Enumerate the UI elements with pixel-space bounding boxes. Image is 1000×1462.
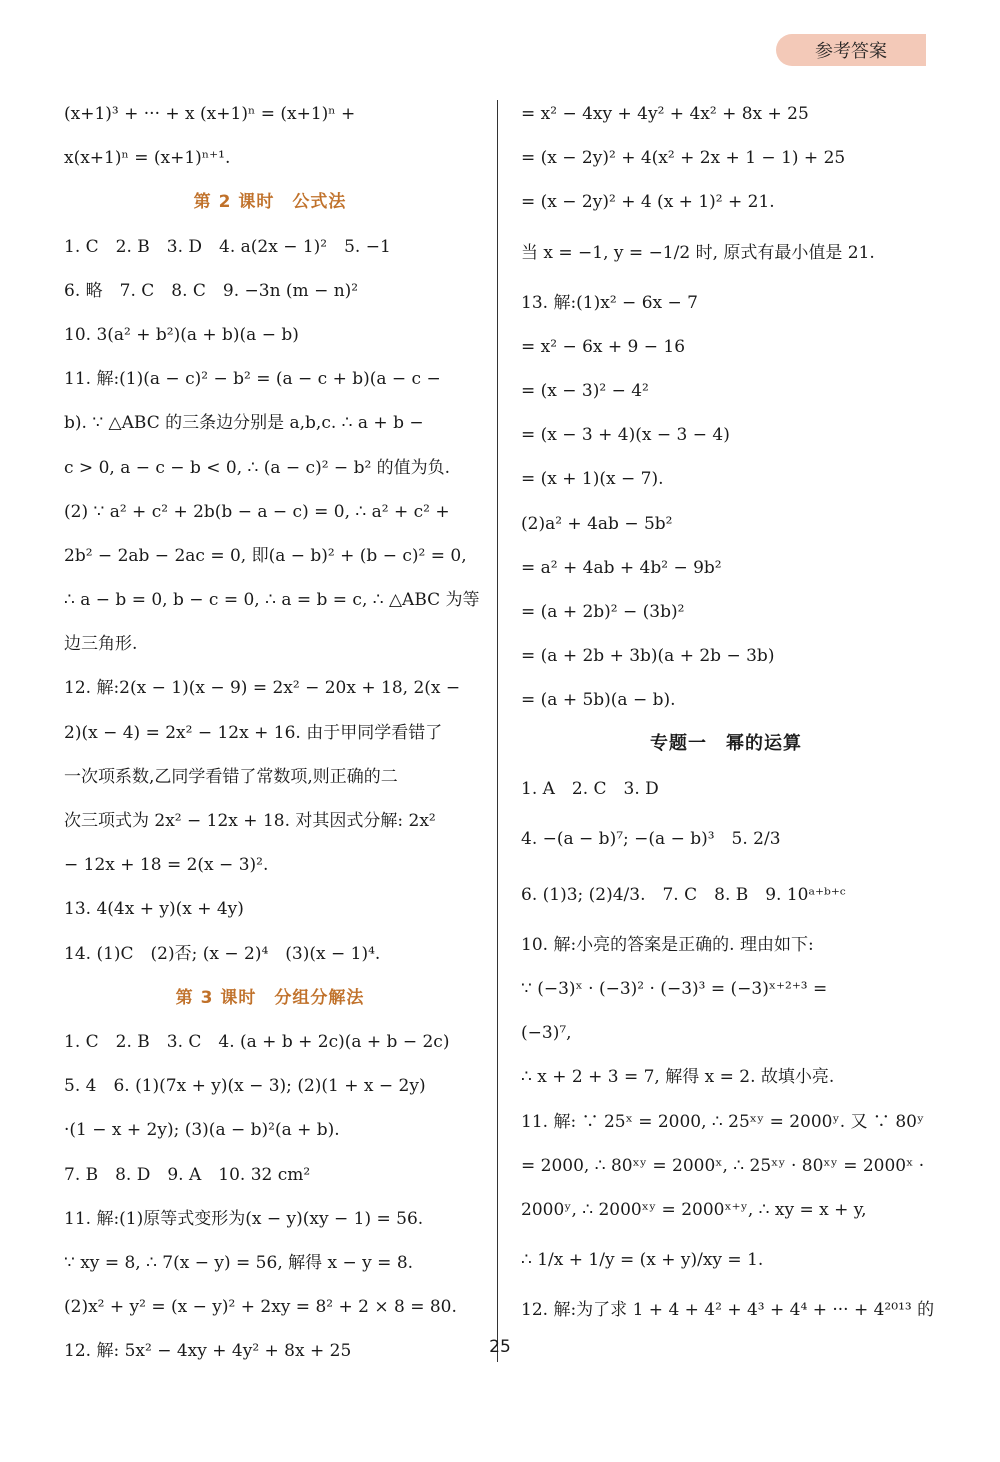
answer-line: = (x − 2y)² + 4 (x + 1)² + 21. — [521, 192, 775, 213]
answer-line: (x+1)³ + ··· + x (x+1)ⁿ = (x+1)ⁿ + — [64, 104, 356, 124]
answer-line: 6. 略 7. C 8. C 9. −3n (m − n)² — [64, 280, 359, 301]
answer-line: 11. 解: ∵ 25ˣ = 2000, ∴ 25ˣʸ = 2000ʸ. 又 ∵ 80ʸ — [521, 1111, 925, 1132]
answer-line: − 12x + 18 = 2(x − 3)². — [64, 855, 269, 876]
answer-line: ∴ 1/x + 1/y = (x + y)/xy = 1. — [521, 1250, 764, 1271]
answer-line: ∴ a − b = 0, b − c = 0, ∴ a = b = c, ∴ △ABC 为等 — [64, 590, 480, 611]
answer-line: 5. 4 6. (1)(7x + y)(x − 3); (2)(1 + x − 2y) — [64, 1076, 426, 1097]
answer-line: 1. C 2. B 3. C 4. (a + b + 2c)(a + b − 2c) — [64, 1031, 450, 1052]
answer-line: = 2000, ∴ 80ˣʸ = 2000ˣ, ∴ 25ˣʸ · 80ˣʸ = 2000ˣ · — [521, 1155, 925, 1176]
answer-line: 12. 解:为了求 1 + 4 + 4² + 4³ + 4⁴ + ··· + 4²⁰¹³ 的 — [521, 1300, 935, 1321]
answer-line: 次三项式为 2x² − 12x + 18. 对其因式分解: 2x² — [64, 811, 436, 831]
answer-line: 13. 解:(1)x² − 6x − 7 — [521, 292, 698, 313]
section-heading: 专题一 幂的运算 — [650, 733, 802, 755]
answer-key-tab: 参考答案 — [776, 34, 926, 66]
answer-line: ∴ x + 2 + 3 = 7, 解得 x = 2. 故填小亮. — [521, 1067, 835, 1088]
section-heading: 第 2 课时 公式法 — [193, 192, 347, 213]
answer-line: 当 x = −1, y = −1/2 时, 原式有最小值是 21. — [521, 242, 875, 263]
answer-line: (2)a² + 4ab − 5b² — [521, 513, 673, 534]
answer-line: 12. 解:2(x − 1)(x − 9) = 2x² − 20x + 18, 2(x − — [64, 678, 461, 699]
answer-line: = (x − 3 + 4)(x − 3 − 4) — [521, 425, 730, 446]
answer-line: 边三角形. — [64, 634, 138, 655]
answer-line: 7. B 8. D 9. A 10. 32 cm² — [64, 1164, 311, 1185]
answer-line: 11. 解:(1)(a − c)² − b² = (a − c + b)(a − c − — [64, 369, 441, 390]
answer-line: 2000ʸ, ∴ 2000ˣʸ = 2000ˣ⁺ʸ, ∴ xy = x + y, — [521, 1199, 867, 1220]
answer-line: 6. (1)3; (2)4/3. 7. C 8. B 9. 10ᵃ⁺ᵇ⁺ᶜ — [521, 884, 846, 905]
right-column — [521, 92, 935, 1332]
answer-line: 10. 解:小亮的答案是正确的. 理由如下: — [521, 934, 814, 955]
answer-line: 11. 解:(1)原等式变形为(x − y)(xy − 1) = 56. — [64, 1208, 424, 1229]
answer-line: ·(1 − x + 2y); (3)(a − b)²(a + b). — [64, 1120, 340, 1141]
answer-line: x(x+1)ⁿ = (x+1)ⁿ⁺¹. — [64, 148, 231, 169]
answer-line: = (x − 2y)² + 4(x² + 2x + 1 − 1) + 25 — [521, 148, 846, 169]
answer-line: = (a + 5b)(a − b). — [521, 690, 676, 711]
answer-line: (−3)⁷, — [521, 1023, 572, 1044]
answer-line: 10. 3(a² + b²)(a + b)(a − b) — [64, 324, 299, 345]
answer-line: c > 0, a − c − b < 0, ∴ (a − c)² − b² 的值为负. — [64, 457, 451, 478]
answer-line: 14. (1)C (2)否; (x − 2)⁴ (3)(x − 1)⁴. — [64, 943, 381, 964]
answer-line: ∵ xy = 8, ∴ 7(x − y) = 56, 解得 x − y = 8. — [64, 1252, 414, 1273]
answer-line: 一次项系数,乙同学看错了常数项,则正确的二 — [64, 766, 398, 787]
answer-line: 12. 解: 5x² − 4xy + 4y² + 8x + 25 — [64, 1341, 352, 1362]
answer-line: b). ∵ △ABC 的三条边分别是 a,b,c. ∴ a + b − — [64, 413, 424, 434]
answer-line: 1. C 2. B 3. D 4. a(2x − 1)² 5. −1 — [64, 236, 391, 257]
column-divider — [497, 100, 498, 1362]
answer-line: = (x + 1)(x − 7). — [521, 469, 664, 490]
answer-line: = (a + 2b + 3b)(a + 2b − 3b) — [521, 646, 775, 667]
answer-line: = a² + 4ab + 4b² − 9b² — [521, 557, 722, 578]
answer-line: (2) ∵ a² + c² + 2b(b − a − c) = 0, ∴ a² + c² + — [64, 501, 450, 522]
answer-line: = x² − 4xy + 4y² + 4x² + 8x + 25 — [521, 104, 809, 124]
section-heading: 第 3 课时 分组分解法 — [175, 987, 365, 1008]
page-number: 25 — [489, 1337, 511, 1357]
answer-line: ∵ (−3)ˣ · (−3)² · (−3)³ = (−3)ˣ⁺²⁺³ = — [521, 979, 828, 999]
answer-line: = x² − 6x + 9 − 16 — [521, 336, 686, 357]
answer-line: 13. 4(4x + y)(x + 4y) — [64, 899, 244, 920]
answer-line: 4. −(a − b)⁷; −(a − b)³ 5. 2/3 — [521, 828, 781, 849]
answer-line: 2)(x − 4) = 2x² − 12x + 16. 由于甲同学看错了 — [64, 722, 443, 743]
answer-line: = (x − 3)² − 4² — [521, 380, 649, 401]
left-column — [64, 92, 480, 1373]
answer-line: 1. A 2. C 3. D — [521, 778, 659, 799]
answer-line: = (a + 2b)² − (3b)² — [521, 601, 685, 622]
answer-line: (2)x² + y² = (x − y)² + 2xy = 8² + 2 × 8 = 80. — [64, 1297, 457, 1318]
answer-line: 2b² − 2ab − 2ac = 0, 即(a − b)² + (b − c)² = 0, — [64, 545, 467, 566]
